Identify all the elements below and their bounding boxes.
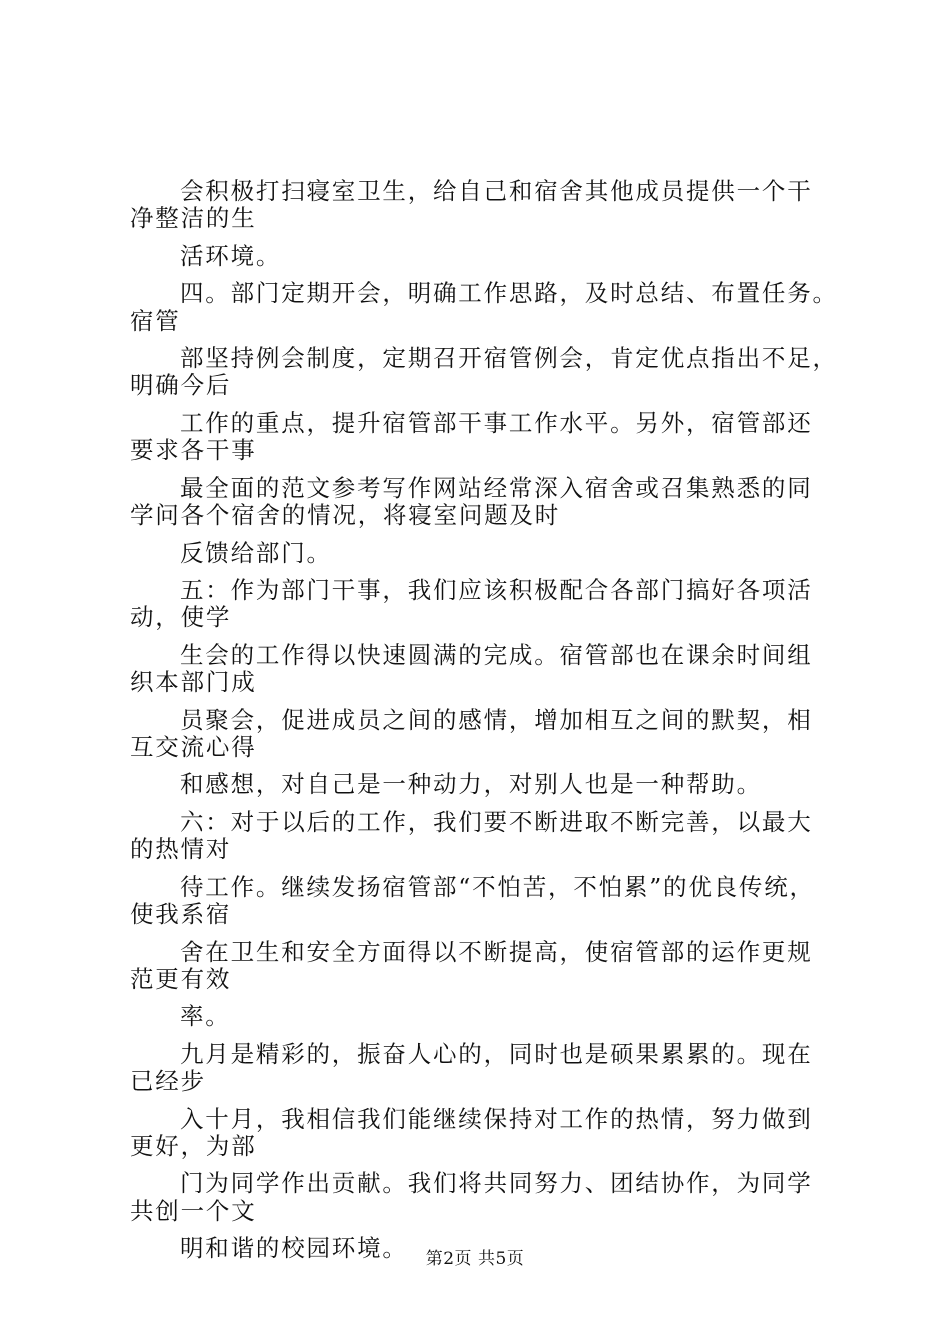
text-line: 明和谐的校园环境。: [180, 1234, 408, 1263]
page-footer: 第2页 共5页: [425, 1249, 525, 1269]
text-line: 门为同学作出贡献。我们将共同努力、团结协作，为同学: [180, 1169, 813, 1198]
text-line: 入十月，我相信我们能继续保持对工作的热情，努力做到: [180, 1104, 813, 1133]
text-line: 范更有效: [130, 964, 232, 993]
text-line: 部坚持例会制度，定期召开宿管例会，肯定优点指出不足，: [180, 344, 838, 373]
text-line: 六：对于以后的工作，我们要不断进取不断完善，以最大: [180, 807, 813, 836]
text-line: 率。: [180, 1002, 231, 1031]
text-line: 工作的重点，提升宿管部干事工作水平。另外，宿管部还: [180, 408, 813, 437]
text-line: 活环境。: [180, 241, 282, 270]
text-line: 明确今后: [130, 371, 232, 400]
text-line: 五：作为部门干事，我们应该积极配合各部门搞好各项活: [180, 576, 813, 604]
text-line: 九月是精彩的，振奋人心的，同时也是硕果累累的。现在: [180, 1039, 813, 1068]
text-line: 学问各个宿舍的情况，将寝室问题及时: [130, 501, 561, 529]
text-line: 舍在卫生和安全方面得以不断提高，使宿管部的运作更规: [180, 937, 813, 966]
text-line: 使我系宿: [130, 900, 232, 928]
text-line: 宿管: [130, 306, 181, 335]
text-line: 四。部门定期开会，明确工作思路，及时总结、布置任务。: [180, 279, 838, 308]
text-line: 和感想，对自己是一种动力，对别人也是一种帮助。: [180, 770, 762, 799]
text-line: 动，使学: [130, 603, 232, 632]
text-line: 共创一个文: [130, 1196, 257, 1225]
text-line: 的热情对: [130, 835, 232, 864]
text-line: 生会的工作得以快速圆满的完成。宿管部也在课余时间组: [180, 640, 813, 669]
text-line: 净整洁的生: [130, 204, 257, 233]
text-line: 织本部门成: [130, 668, 257, 697]
text-line: 互交流心得: [130, 732, 257, 761]
text-line: 员聚会，促进成员之间的感情，增加相互之间的默契，相: [180, 705, 813, 734]
text-line: 已经步: [130, 1067, 206, 1096]
text-line: 更好，为部: [130, 1131, 257, 1160]
text-line: 待工作。继续发扬宿管部“不怕苦，不怕累”的优良传统，: [180, 872, 815, 901]
text-line: 最全面的范文参考写作网站经常深入宿舍或召集熟悉的同: [180, 473, 813, 502]
text-line: 反馈给部门。: [180, 538, 332, 567]
text-line: 会积极打扫寝室卫生，给自己和宿舍其他成员提供一个干: [180, 177, 813, 205]
text-line: 要求各干事: [130, 436, 257, 465]
